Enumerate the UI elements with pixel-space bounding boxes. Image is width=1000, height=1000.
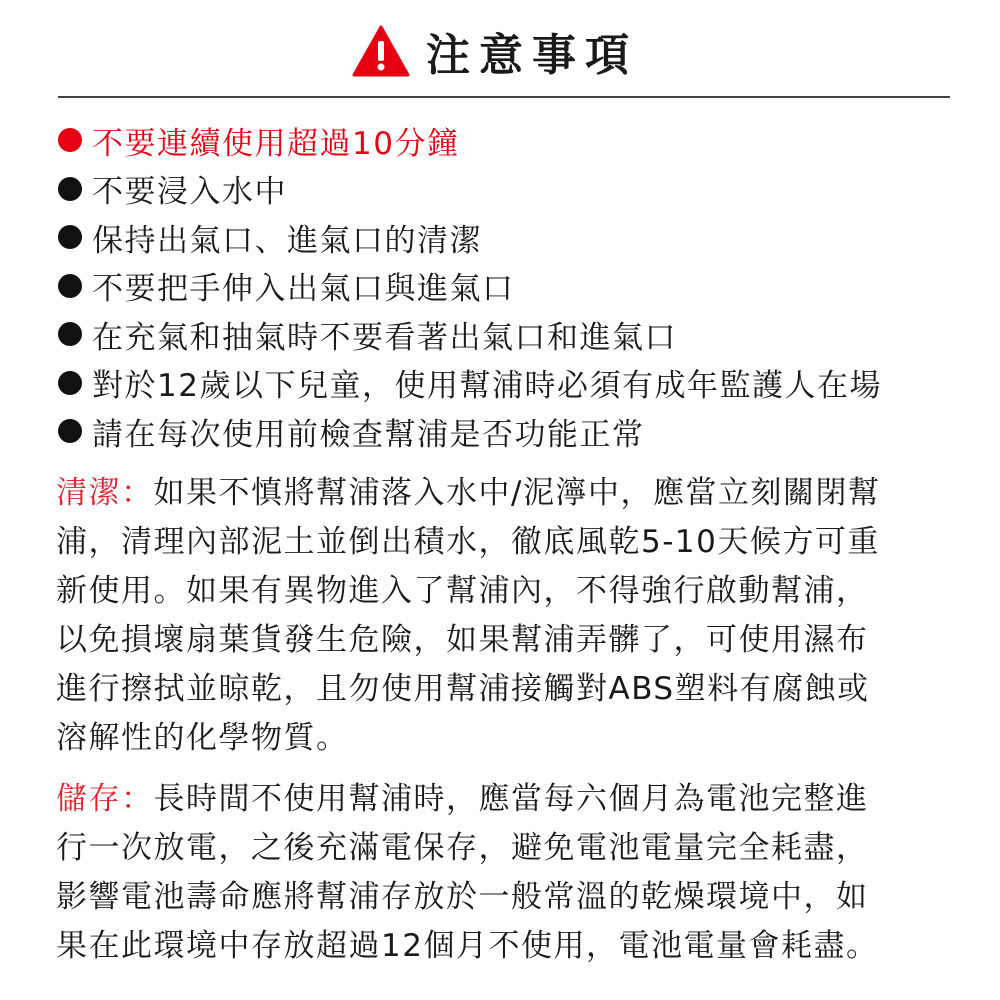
warning-triangle-icon	[352, 25, 410, 77]
bullet-icon	[58, 225, 82, 249]
cleaning-line: 新使用。如果有異物進入了幫浦內，不得強行啟動幫浦，	[56, 573, 869, 609]
list-item	[56, 116, 882, 165]
bullet-icon	[58, 371, 82, 395]
bullet-icon	[58, 322, 82, 346]
cleaning-section	[56, 469, 956, 763]
storage-line	[56, 775, 956, 824]
precautions-list	[56, 116, 882, 456]
cleaning-label: 清潔：	[56, 475, 154, 511]
list-item-text: 不要把手伸入出氣口與進氣口	[92, 271, 515, 308]
cleaning-text: 如果不慎將幫浦落入水中/泥濘中，應當立刻關閉幫	[153, 475, 881, 511]
storage-line: 果在此環境中存放超過12個月不使用，電池電量會耗盡。	[56, 928, 879, 964]
cleaning-line	[56, 469, 956, 518]
storage-line: 影響電池壽命應將幫浦存放於一般常溫的乾燥環境中，如	[56, 879, 869, 915]
list-item	[56, 165, 882, 214]
storage-section	[56, 775, 956, 971]
cleaning-line: 浦，清理內部泥土並倒出積水，徹底風乾5-10天候方可重	[56, 524, 880, 560]
list-item-text: 在充氣和抽氣時不要看著出氣口和進氣口	[92, 319, 677, 356]
header	[0, 18, 1000, 84]
storage-line: 行一次放電，之後充滿電保存，避免電池電量完全耗盡，	[56, 830, 869, 866]
red-bullet-icon	[58, 128, 82, 152]
storage-text: 長時間不使用幫浦時，應當每六個月為電池完整進	[153, 781, 869, 817]
list-item	[56, 310, 882, 359]
list-item-text: 不要浸入水中	[92, 174, 287, 211]
cleaning-line: 進行擦拭並晾乾，且勿使用幫浦接觸對ABS塑料有腐蝕或	[56, 671, 870, 707]
page-title: 注意事項	[426, 30, 638, 81]
list-item-text: 請在每次使用前檢查幫浦是否功能正常	[92, 416, 645, 453]
bullet-icon	[58, 177, 82, 201]
bullet-icon	[58, 274, 82, 298]
list-item	[56, 262, 882, 311]
cleaning-line: 以免損壞扇葉貨發生危險，如果幫浦弄髒了，可使用濕布	[56, 622, 869, 658]
title-divider	[58, 96, 950, 98]
list-item	[56, 213, 882, 262]
storage-label: 儲存：	[56, 781, 154, 817]
bullet-icon	[58, 419, 82, 443]
list-item-text: 保持出氣口、進氣口的清潔	[92, 222, 482, 259]
list-item-text: 對於12歲以下兒童，使用幫浦時必須有成年監護人在場	[92, 368, 882, 405]
list-item	[56, 407, 882, 456]
cleaning-line: 溶解性的化學物質。	[56, 720, 349, 756]
list-item-text: 不要連續使用超過10分鐘	[92, 125, 460, 162]
list-item	[56, 359, 882, 408]
